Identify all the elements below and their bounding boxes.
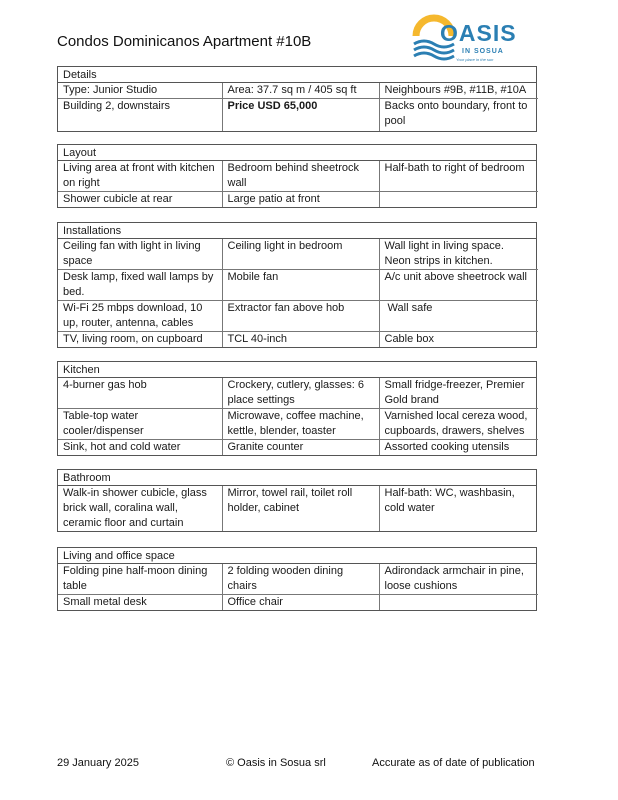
table-cell: Half-bath: WC, washbasin, cold water (379, 486, 538, 531)
table-cell (379, 595, 538, 611)
table-cell: 2 folding wooden dining chairs (222, 564, 379, 595)
table-row (58, 83, 538, 99)
table-cell: Desk lamp, fixed wall lamps by bed. (58, 270, 222, 301)
oasis-logo (412, 14, 534, 66)
table-cell: TCL 40-inch (222, 332, 379, 348)
details-section (57, 66, 537, 132)
table-cell: Sink, hot and cold water (58, 440, 222, 456)
table-cell: Varnished local cereza wood, cupboards, drawers, shelves (379, 409, 538, 440)
price-cell: Price USD 65,000 (222, 99, 379, 131)
table-cell: Ceiling light in bedroom (222, 239, 379, 270)
installations-section (57, 222, 537, 348)
logo-subtitle: IN SOSUA (462, 48, 504, 55)
footer-copyright: © Oasis in Sosua srl (226, 757, 326, 769)
table-row (58, 99, 538, 131)
table-cell: Shower cubicle at rear (58, 192, 222, 208)
table-cell: Adirondack armchair in pine, loose cushions (379, 564, 538, 595)
table-cell: Small fridge-freezer, Premier Gold brand (379, 378, 538, 409)
table-cell: Crockery, cutlery, glasses: 6 place settings (222, 378, 379, 409)
installations-table (58, 239, 538, 347)
table-row (58, 239, 538, 270)
table-cell: Wi-Fi 25 mbps download, 10 up, router, antenna, cables (58, 301, 222, 332)
table-row (58, 486, 538, 531)
section-heading: Living and office space (58, 548, 536, 564)
table-row (58, 595, 538, 611)
table-row (58, 332, 538, 348)
table-cell: Wall safe (379, 301, 538, 332)
table-cell: A/c unit above sheetrock wall (379, 270, 538, 301)
section-heading: Details (58, 67, 536, 83)
table-cell: Building 2, downstairs (58, 99, 222, 131)
page-title: Condos Dominicanos Apartment #10B (57, 33, 312, 50)
section-heading: Installations (58, 223, 536, 239)
layout-table (58, 161, 538, 207)
table-cell: Wall light in living space. Neon strips in kitchen. (379, 239, 538, 270)
table-cell: Granite counter (222, 440, 379, 456)
section-heading: Kitchen (58, 362, 536, 378)
layout-section (57, 144, 537, 208)
kitchen-section (57, 361, 537, 456)
table-row (58, 161, 538, 192)
bathroom-section (57, 469, 537, 532)
living-office-table (58, 564, 538, 610)
table-row (58, 564, 538, 595)
table-cell: Walk-in shower cubicle, glass brick wall, coralina wall, ceramic floor and curtain (63, 487, 207, 529)
table-cell: Large patio at front (222, 192, 379, 208)
living-office-section (57, 547, 537, 611)
table-cell: Cable box (379, 332, 538, 348)
section-heading: Layout (58, 145, 536, 161)
table-cell: Living area at front with kitchen on right (63, 162, 215, 189)
table-cell: Backs onto boundary, front to pool (379, 99, 538, 131)
table-cell (379, 192, 538, 208)
table-cell: Ceiling fan with light in living space (63, 240, 201, 267)
section-heading: Bathroom (58, 470, 536, 486)
table-cell: Table-top water cooler/dispenser (58, 409, 222, 440)
table-cell: Mirror, towel rail, toilet roll holder, cabinet (222, 486, 379, 531)
footer-note: Accurate as of date of publication (372, 757, 535, 769)
table-cell: Microwave, coffee machine, kettle, blender, toaster (222, 409, 379, 440)
table-cell: Extractor fan above hob (222, 301, 379, 332)
table-cell: Type: Junior Studio (63, 84, 158, 96)
logo-wordmark: OASIS (440, 20, 517, 46)
table-row (58, 409, 538, 440)
bathroom-table (58, 486, 538, 531)
table-cell: Office chair (222, 595, 379, 611)
kitchen-table (58, 378, 538, 455)
logo-tagline: Your place in the sun (456, 57, 494, 62)
table-cell: TV, living room, on cupboard (58, 332, 222, 348)
table-cell: Small metal desk (58, 595, 222, 611)
table-cell: Area: 37.7 sq m / 405 sq ft (222, 83, 379, 99)
table-cell: 4-burner gas hob (63, 379, 147, 391)
table-row (58, 378, 538, 409)
table-row (58, 440, 538, 456)
table-row (58, 192, 538, 208)
table-cell: Neighbours #9B, #11B, #10A (379, 83, 538, 99)
table-cell: Bedroom behind sheetrock wall (222, 161, 379, 192)
footer-date: 29 January 2025 (57, 757, 139, 769)
table-cell: Mobile fan (222, 270, 379, 301)
table-cell: Half-bath to right of bedroom (379, 161, 538, 192)
table-row (58, 270, 538, 301)
details-table (58, 83, 538, 131)
table-cell: Folding pine half-moon dining table (63, 565, 208, 592)
table-cell: Assorted cooking utensils (379, 440, 538, 456)
table-row (58, 301, 538, 332)
